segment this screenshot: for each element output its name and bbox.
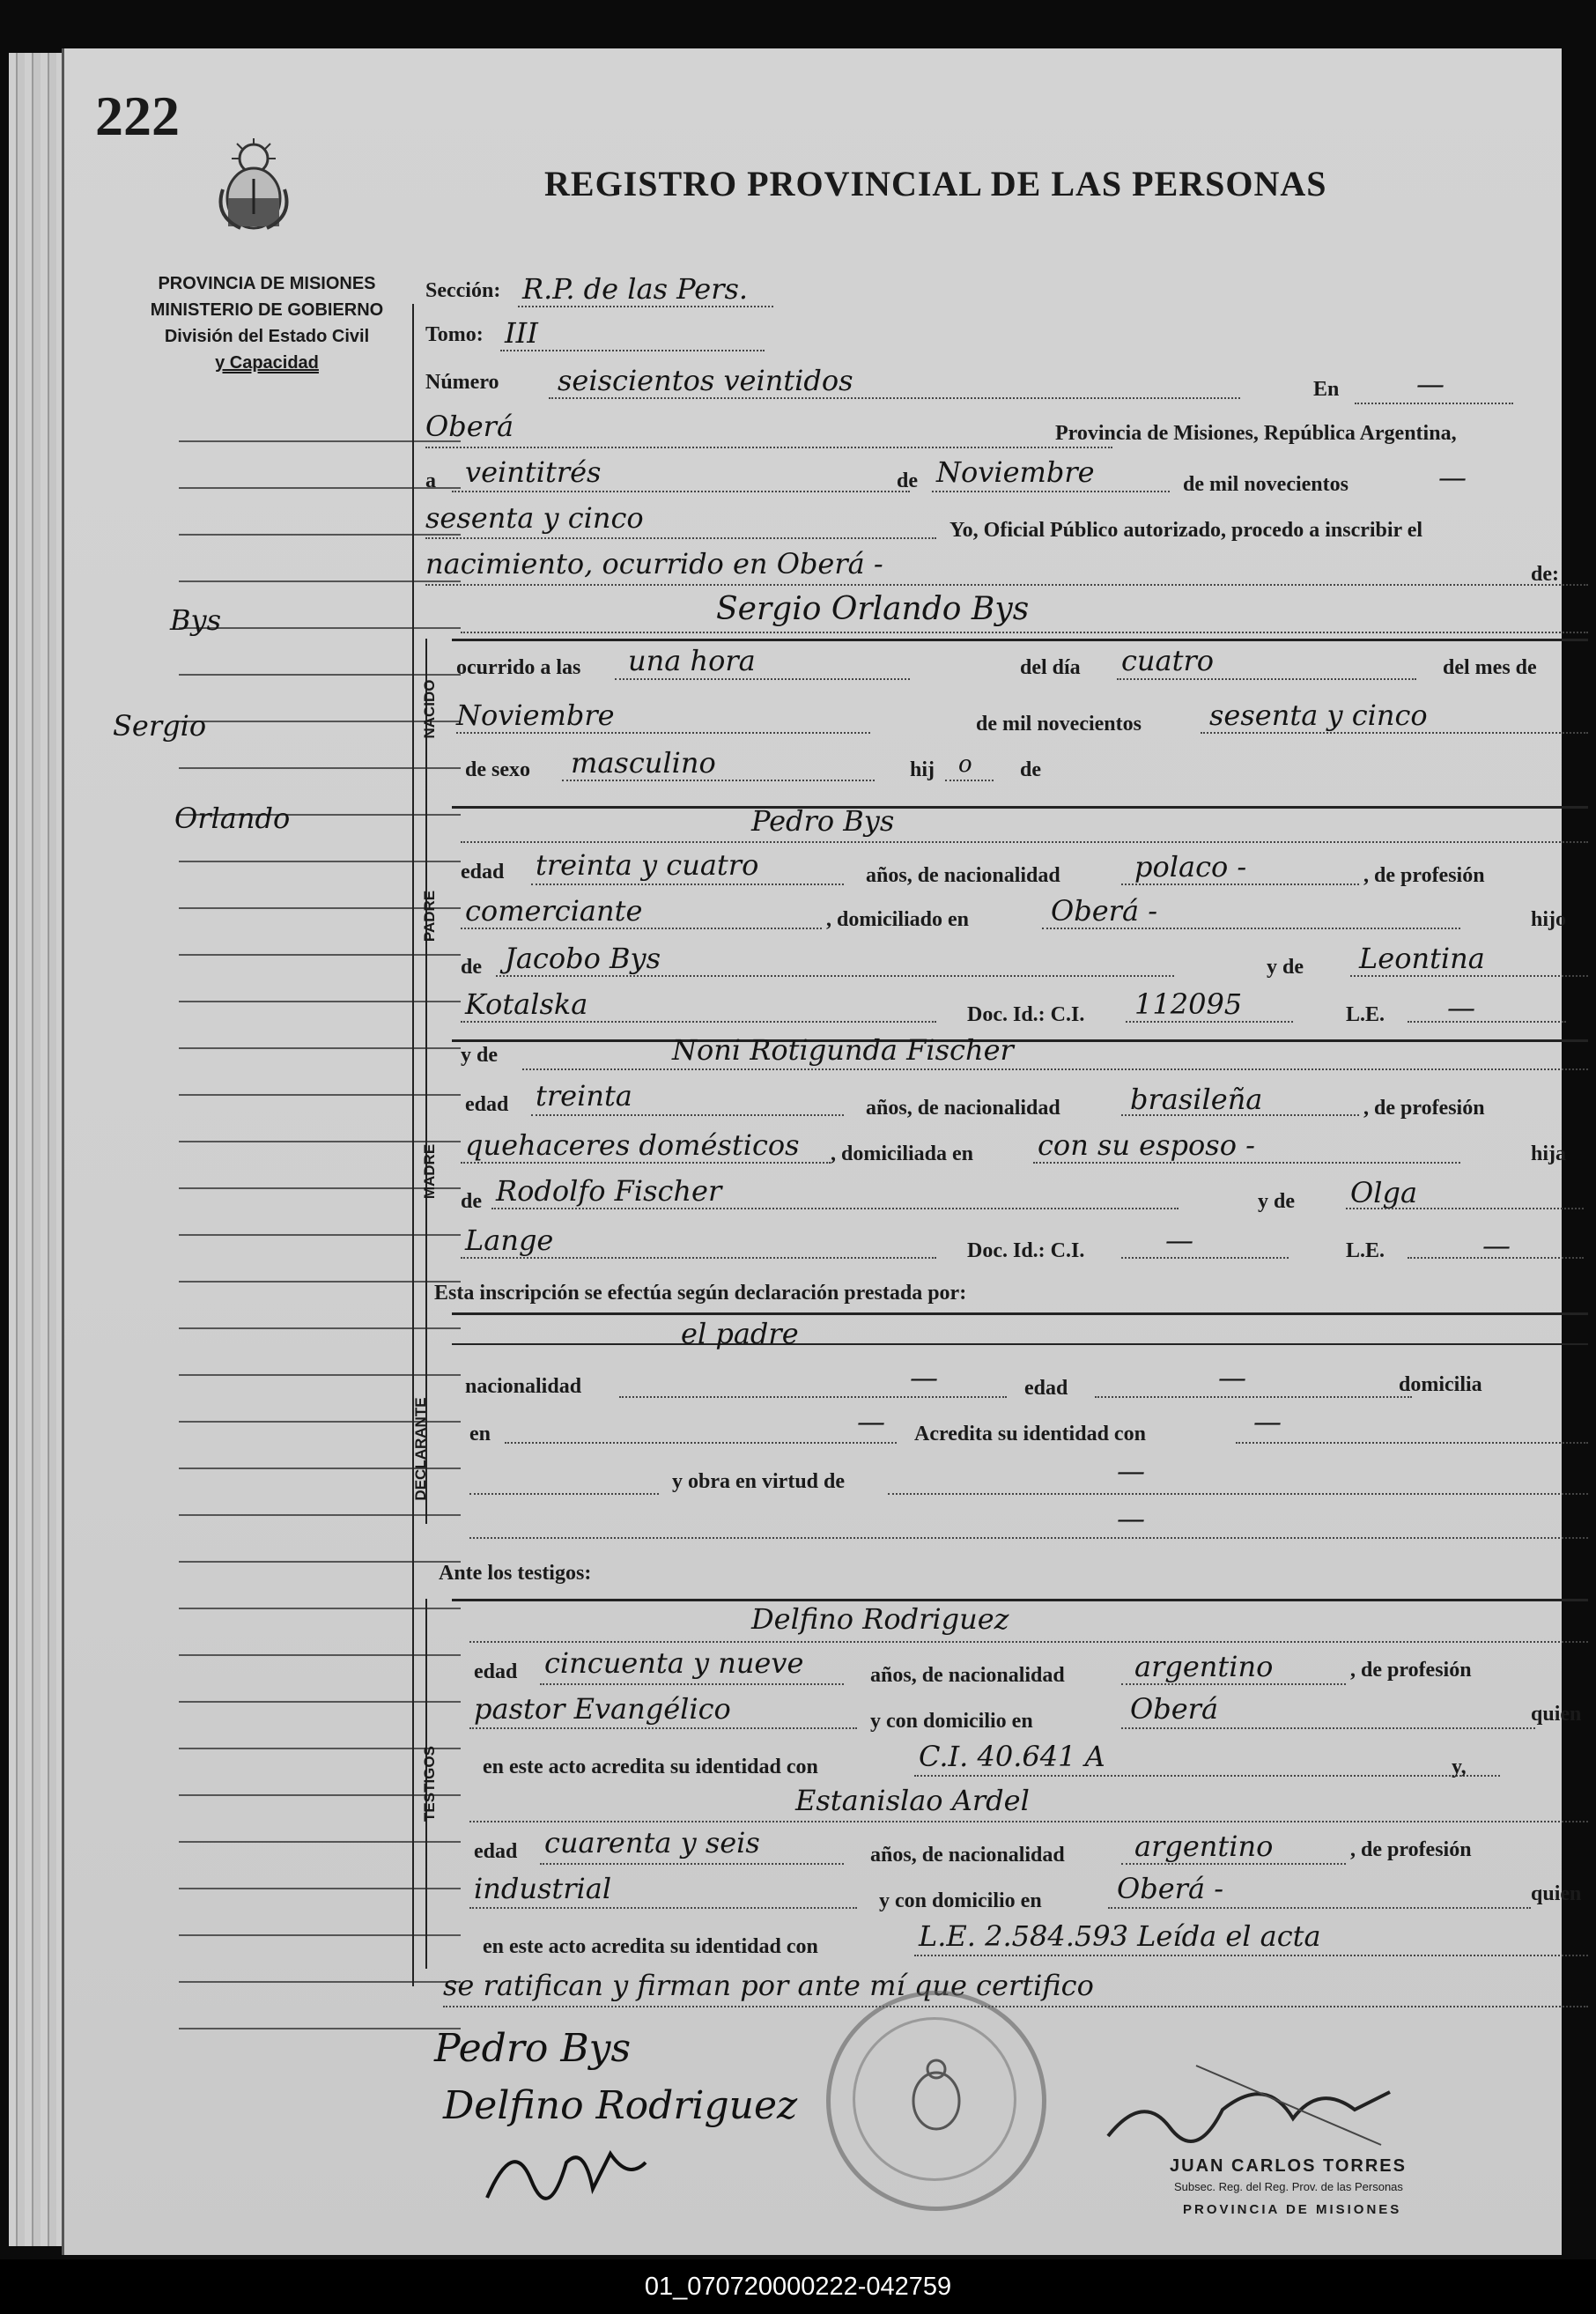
padre-mother-value-2: Kotalska xyxy=(465,987,588,1021)
padre-doc-label: Doc. Id.: C.I. xyxy=(967,1003,1085,1026)
declarante-nac-value: — xyxy=(910,1361,938,1394)
padre-name: Pedro Bys xyxy=(751,804,895,838)
anio-label: de mil novecientos xyxy=(976,713,1142,736)
anio-value: sesenta y cinco xyxy=(1209,699,1428,732)
nacido-name: Sergio Orlando Bys xyxy=(716,591,1030,627)
testigo2-edad-value: cuarenta y seis xyxy=(544,1826,760,1859)
testigo2-nac-label: años, de nacionalidad xyxy=(870,1844,1065,1867)
declarante-intro: Esta inscripción se efectúa según declaración prestada por: xyxy=(434,1282,967,1305)
madre-dom-label: , domiciliada en xyxy=(831,1142,974,1165)
madre-edad-value: treinta xyxy=(536,1079,632,1113)
padre-dom-label: , domiciliado en xyxy=(826,908,970,931)
padre-le-value: — xyxy=(1447,991,1475,1024)
declarante-obra-label: y obra en virtud de xyxy=(672,1470,846,1493)
madre-yde2-label: y de xyxy=(1258,1190,1295,1213)
padre-yde-label: y de xyxy=(1267,956,1304,979)
de-colon-label: de: xyxy=(1531,563,1559,586)
testigos-intro: Ante los testigos: xyxy=(439,1562,592,1585)
madre-de-label: de xyxy=(461,1190,482,1213)
madre-dom-value: con su esposo - xyxy=(1038,1128,1255,1162)
testigos-tag: TESTIGOS xyxy=(421,1746,438,1822)
seccion-value: R.P. de las Pers. xyxy=(522,272,749,306)
madre-father-value: Rodolfo Fischer xyxy=(496,1174,722,1208)
declarante-obra-value-2: — xyxy=(1117,1502,1145,1535)
margin-middle-name: Orlando xyxy=(174,802,291,835)
sexo-value: masculino xyxy=(571,746,716,780)
coat-of-arms-icon xyxy=(205,137,302,233)
padre-edad-value: treinta y cuatro xyxy=(536,848,759,882)
testigo1-quien-label: quien xyxy=(1531,1703,1582,1726)
testigo1-nac-label: años, de nacionalidad xyxy=(870,1664,1065,1687)
declarante-acred-label: Acredita su identidad con xyxy=(914,1423,1146,1445)
testigo1-dom-value: Oberá xyxy=(1130,1692,1219,1726)
declarante-en-value: — xyxy=(857,1405,885,1438)
signature-third-scribble xyxy=(478,2127,654,2215)
testigo2-quien-label: quien xyxy=(1531,1882,1582,1905)
year-value: sesenta y cinco xyxy=(425,501,644,535)
madre-edad-label: edad xyxy=(465,1093,509,1116)
madre-doc-label: Doc. Id.: C.I. xyxy=(967,1239,1085,1262)
seal-emblem-icon xyxy=(905,2057,967,2136)
madre-mother-value: Olga xyxy=(1350,1176,1418,1209)
year-label: de mil novecientos xyxy=(1183,473,1348,496)
margin-surname: Bys xyxy=(170,603,222,637)
book-binding xyxy=(9,53,62,2246)
padre-prof-label: , de profesión xyxy=(1363,864,1485,887)
testigo2-prof-label: , de profesión xyxy=(1350,1838,1472,1861)
padre-nac-value: polaco - xyxy=(1134,850,1247,883)
testigo2-nac-value: argentino xyxy=(1134,1830,1274,1863)
testigo1-name: Delfino Rodriguez xyxy=(751,1602,1009,1636)
padre-de-label: de xyxy=(461,956,482,979)
madre-hija-label: hija xyxy=(1531,1142,1567,1165)
dia-label: del día xyxy=(1020,656,1081,679)
declarante-dom-label: domicilia xyxy=(1399,1373,1482,1396)
authority-line: PROVINCIA DE MISIONES xyxy=(158,274,376,293)
margin-first-name: Sergio xyxy=(113,709,207,743)
testigo2-dom-label: y con domicilio en xyxy=(879,1889,1042,1912)
section-rule xyxy=(452,1312,1588,1315)
register-page xyxy=(62,48,1582,2255)
madre-mother-value-2: Lange xyxy=(465,1224,554,1257)
madre-yde-label: y de xyxy=(461,1044,498,1067)
testigo2-name: Estanislao Ardel xyxy=(795,1784,1030,1817)
testigo1-edad-label: edad xyxy=(474,1660,518,1683)
year-dash: — xyxy=(1438,461,1467,494)
ocurrido-label: ocurrido a las xyxy=(456,656,581,679)
padre-father-value: Jacobo Bys xyxy=(505,942,661,975)
section-rule xyxy=(452,639,1588,641)
margin-divider xyxy=(412,304,414,1986)
madre-tag: MADRE xyxy=(421,1143,438,1200)
testigo2-prof-value: industrial xyxy=(474,1872,612,1905)
padre-le-label: L.E. xyxy=(1346,1003,1385,1026)
madre-prof-value: quehaceres domésticos xyxy=(465,1128,800,1162)
declarante-edad-value: — xyxy=(1218,1361,1246,1394)
official-name: JUAN CARLOS TORRES xyxy=(1170,2156,1407,2176)
madre-le-value: — xyxy=(1482,1229,1511,1262)
official-title: Subsec. Reg. del Reg. Prov. de las Personas xyxy=(1174,2180,1403,2193)
declarante-nac-label: nacionalidad xyxy=(465,1375,582,1398)
testigo2-acred-value: L.E. 2.584.593 Leída el acta xyxy=(919,1919,1321,1953)
declarante-value: el padre xyxy=(681,1317,799,1350)
en-label: En xyxy=(1313,378,1340,401)
hora-value: una hora xyxy=(628,644,756,677)
oficial-text: Yo, Oficial Público autorizado, procedo a inscribir el xyxy=(949,519,1423,542)
testigo2-edad-label: edad xyxy=(474,1840,518,1863)
padre-edad-label: edad xyxy=(461,861,505,883)
mes-value: Noviembre xyxy=(456,699,615,732)
padre-mother-value: Leontina xyxy=(1359,942,1485,975)
madre-doc-value: — xyxy=(1165,1224,1193,1257)
tomo-label: Tomo: xyxy=(425,323,484,346)
event-value: nacimiento, ocurrido en Oberá - xyxy=(425,547,883,580)
place-value: Oberá xyxy=(425,410,514,443)
madre-prof-label: , de profesión xyxy=(1363,1097,1485,1120)
testigo1-edad-value: cincuenta y nueve xyxy=(544,1646,804,1680)
declarante-en-label: en xyxy=(469,1423,491,1445)
signature-official-scribble xyxy=(1090,2057,1408,2154)
day-value: veintitrés xyxy=(465,455,602,489)
numero-label: Número xyxy=(425,371,499,394)
testigo1-acred-label: en este acto acredita su identidad con xyxy=(483,1756,818,1778)
dia-value: cuatro xyxy=(1121,644,1215,677)
de-label: de xyxy=(1020,758,1041,781)
document-title: REGISTRO PROVINCIAL DE LAS PERSONAS xyxy=(544,164,1327,203)
declarante-obra-value: — xyxy=(1117,1454,1145,1488)
closing-text: se ratifican y firman por ante mí que certifico xyxy=(443,1969,1094,2002)
seccion-label: Sección: xyxy=(425,279,501,302)
province-text: Provincia de Misiones, República Argentina, xyxy=(1055,422,1457,445)
padre-dom-value: Oberá - xyxy=(1051,894,1158,928)
sexo-label: de sexo xyxy=(465,758,530,781)
nacido-tag: NACIDO xyxy=(421,679,438,739)
section-rule xyxy=(452,1599,1588,1601)
padre-nac-label: años, de nacionalidad xyxy=(866,864,1060,887)
month-value: Noviembre xyxy=(936,455,1095,489)
declarante-edad-label: edad xyxy=(1024,1377,1068,1400)
authority-line: MINISTERIO DE GOBIERNO xyxy=(150,300,384,320)
signature-testigo: Delfino Rodriguez xyxy=(443,2083,798,2128)
scan-filename: 01_070720000222-042759 xyxy=(0,2259,1596,2314)
testigo1-y-label: y, xyxy=(1452,1756,1467,1778)
padre-hijo-label: hijo xyxy=(1531,908,1567,931)
testigo2-acred-label: en este acto acredita su identidad con xyxy=(483,1935,818,1958)
signature-padre: Pedro Bys xyxy=(434,2026,632,2071)
authority-block xyxy=(104,270,430,376)
testigo1-nac-value: argentino xyxy=(1134,1650,1274,1683)
madre-name: Noni Rotigunda Fischer xyxy=(672,1033,1014,1067)
madre-nac-label: años, de nacionalidad xyxy=(866,1097,1060,1120)
tomo-value: III xyxy=(505,316,538,350)
madre-le-label: L.E. xyxy=(1346,1239,1385,1262)
a-label: a xyxy=(425,469,436,492)
madre-nac-value: brasileña xyxy=(1130,1083,1263,1116)
official-province: PROVINCIA DE MISIONES xyxy=(1183,2202,1402,2217)
testigo1-prof-label: , de profesión xyxy=(1350,1659,1472,1682)
page-number: 222 xyxy=(95,85,180,147)
section-rule xyxy=(452,806,1588,809)
hij-value: o xyxy=(958,751,972,778)
padre-prof-value: comerciante xyxy=(465,894,643,928)
numero-value: seiscientos veintidos xyxy=(558,364,853,397)
declarante-acred-value: — xyxy=(1253,1405,1282,1438)
section-rule xyxy=(452,1343,1588,1345)
section-rule xyxy=(452,1039,1588,1042)
testigo1-prof-value: pastor Evangélico xyxy=(474,1692,731,1726)
de-label: de xyxy=(897,469,918,492)
hij-label: hij xyxy=(910,758,935,781)
en-value: — xyxy=(1416,367,1445,401)
testigo1-dom-label: y con domicilio en xyxy=(870,1710,1033,1733)
declarante-tag: DECLARANTE xyxy=(412,1397,429,1501)
testigo2-dom-value: Oberá - xyxy=(1117,1872,1224,1905)
mes-label: del mes de xyxy=(1443,656,1537,679)
padre-doc-value: 112095 xyxy=(1134,987,1243,1021)
authority-line: División del Estado Civil xyxy=(164,327,370,346)
padre-tag: PADRE xyxy=(421,890,438,943)
testigo1-acred-value: C.I. 40.641 A xyxy=(919,1740,1105,1773)
authority-line: y Capacidad xyxy=(215,353,319,373)
